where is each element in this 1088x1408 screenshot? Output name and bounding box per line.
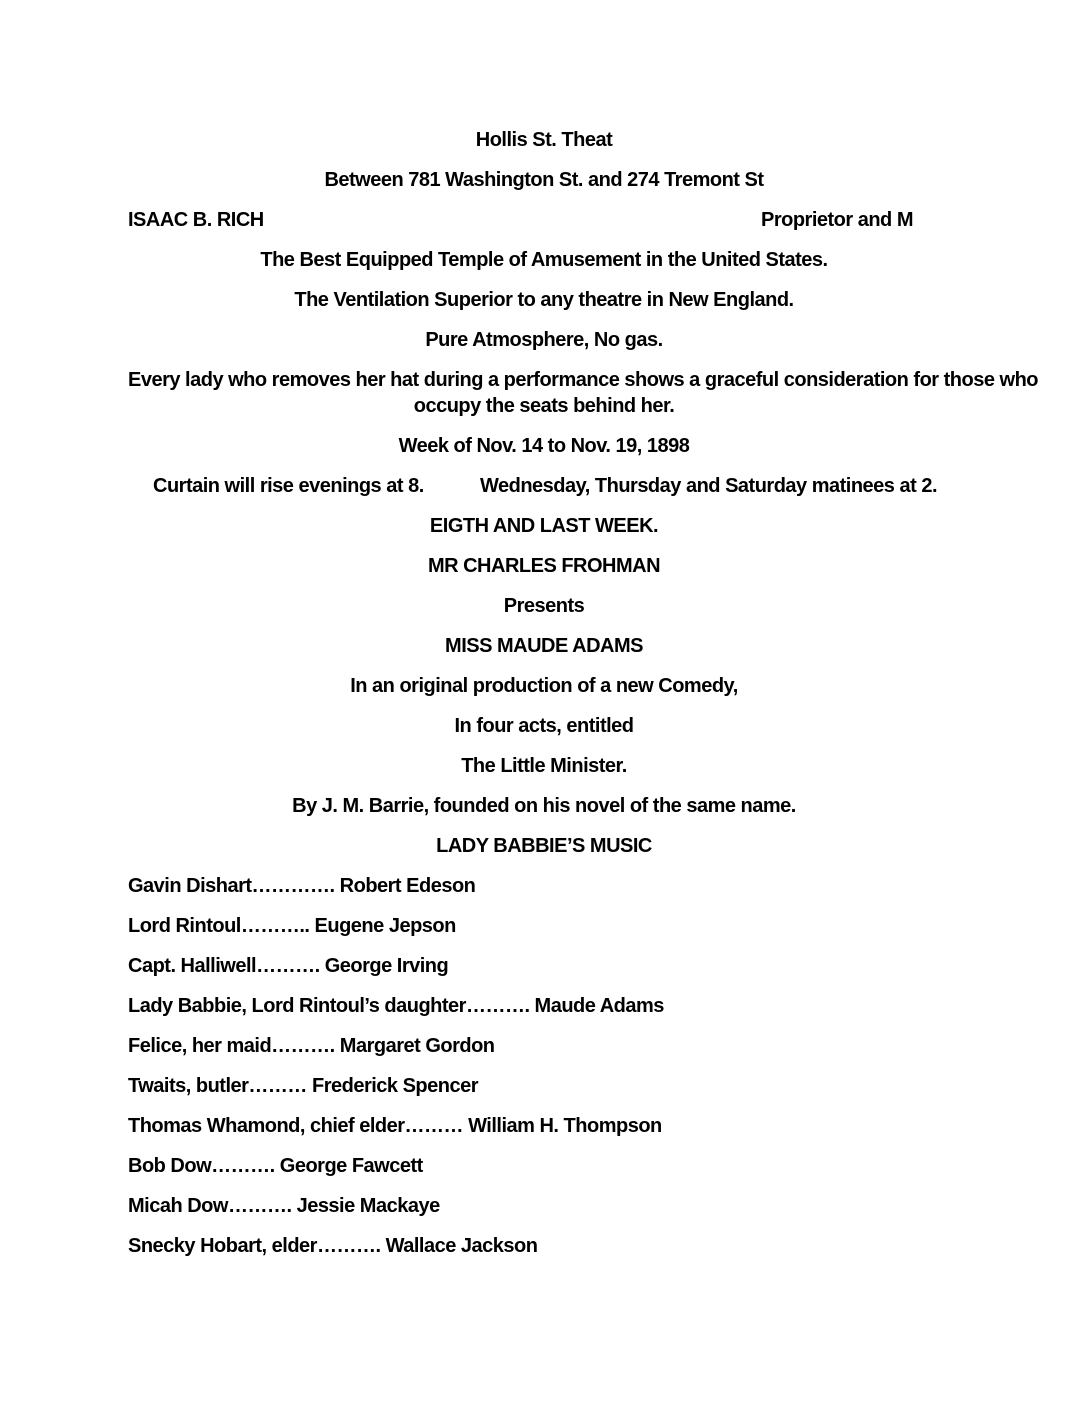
music-header: LADY BABBIE’S MUSIC: [436, 835, 652, 857]
star-name: MISS MAUDE ADAMS: [445, 635, 643, 657]
cast-line: Snecky Hobart, elder………. Wallace Jackson: [128, 1235, 538, 1257]
tagline-atmosphere: Pure Atmosphere, No gas.: [425, 329, 663, 351]
production-line1: In an original production of a new Comedy,: [350, 675, 738, 697]
hat-notice-line1: Every lady who removes her hat during a performance shows a graceful consideration for those who: [128, 369, 1039, 391]
cast-line: Felice, her maid………. Margaret Gordon: [128, 1035, 495, 1057]
cast-line: Capt. Halliwell………. George Irving: [128, 955, 449, 977]
proprietor-name: ISAAC B. RICH: [128, 209, 264, 231]
producer-name: MR CHARLES FROHMAN: [427, 555, 661, 577]
cast-line: Bob Dow………. George Fawcett: [128, 1155, 423, 1177]
proprietor-row: [128, 207, 960, 233]
cast-line: Micah Dow………. Jessie Mackaye: [128, 1195, 440, 1217]
tagline-ventilation: The Ventilation Superior to any theatre in New England.: [294, 289, 794, 311]
proprietor-role: Proprietor and M: [760, 209, 913, 231]
presents-label: Presents: [503, 595, 585, 617]
production-line2: In four acts, entitled: [454, 715, 634, 737]
week-dates: Week of Nov. 14 to Nov. 19, 1898: [398, 435, 690, 457]
theatre-title: Hollis St. Theat: [475, 129, 613, 151]
curtain-row: [128, 473, 960, 499]
week-banner: EIGTH AND LAST WEEK.: [429, 515, 659, 537]
cast-line: Gavin Dishart…………. Robert Edeson: [128, 875, 476, 897]
cast-line: Thomas Whamond, chief elder……… William H. Thompson: [128, 1115, 662, 1137]
cast-line: Lord Rintoul……….. Eugene Jepson: [128, 915, 456, 937]
curtain-matinees: Wednesday, Thursday and Saturday matinees at 2.: [479, 475, 937, 497]
hat-notice-line2: occupy the seats behind her.: [413, 395, 675, 417]
curtain-evenings: Curtain will rise evenings at 8.: [153, 475, 424, 497]
cast-line: Twaits, butler……… Frederick Spencer: [128, 1075, 479, 1097]
cast-line: Lady Babbie, Lord Rintoul’s daughter………. Maude Adams: [128, 995, 664, 1017]
address-line: Between 781 Washington St. and 274 Tremont St: [324, 169, 764, 191]
author-line: By J. M. Barrie, founded on his novel of the same name.: [292, 795, 796, 817]
tagline-equipped: The Best Equipped Temple of Amusement in the United States.: [260, 249, 828, 271]
play-title: The Little Minister.: [461, 755, 627, 777]
